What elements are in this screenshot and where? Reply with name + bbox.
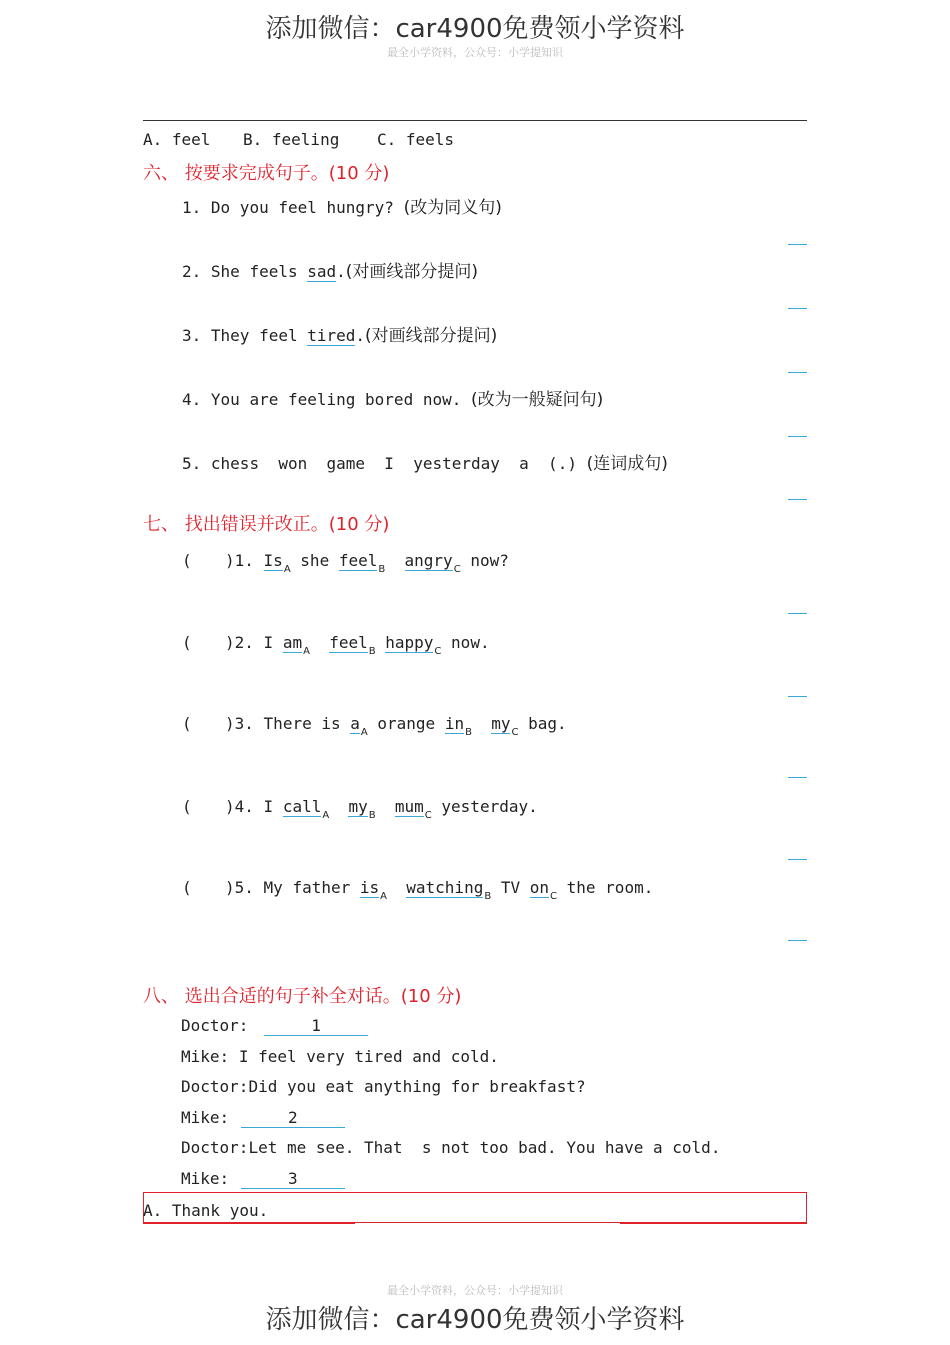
s7-item-1: )1. $Is_A$ she feel$_B$ angry$_C$ now? xyxy=(225,551,509,575)
s7-answer-line-2 xyxy=(788,696,807,697)
s6-answer-line-4 xyxy=(788,436,807,437)
footer-banner: 添加微信：car4900免费领小学资料 xyxy=(265,1305,685,1335)
option-a-underline xyxy=(143,1222,355,1224)
option-box-underline-right xyxy=(620,1222,807,1224)
footer-faint-text: 最全小学资料，公众号：小学提知识 xyxy=(387,1284,563,1297)
s7-answer-line-1 xyxy=(788,613,807,614)
section8-title: 八、 选出合适的句子补全对话。(10 分) xyxy=(143,986,462,1007)
section7-title: 七、 找出错误并改正。(10 分) xyxy=(143,514,390,535)
prev-option-c: C. feels xyxy=(377,130,455,149)
s7-item-5-paren: ( xyxy=(182,878,192,897)
s6-answer-line-5 xyxy=(788,499,807,500)
s6-answer-line-2 xyxy=(788,308,807,309)
dialog-blank-3: 3 xyxy=(241,1169,345,1189)
s7-item-3-paren: ( xyxy=(182,714,192,733)
dialog-line-5: Doctor:Let me see. That s not too bad. You have a cold. xyxy=(181,1138,721,1157)
s7-item-4-paren: ( xyxy=(182,797,192,816)
dialog-blank-1: 1 xyxy=(264,1016,368,1036)
dialog-line-4: Mike: 2 xyxy=(181,1108,345,1128)
s6-item-5: 5. chess won game I yesterday a (.) (连词成句) xyxy=(182,454,668,474)
section6-title: 六、 按要求完成句子。(10 分) xyxy=(143,163,390,184)
s7-item-1-paren: ( xyxy=(182,551,192,570)
dialog-line-1: Doctor: 1 xyxy=(181,1016,368,1036)
header-banner: 添加微信：car4900免费领小学资料 xyxy=(265,14,685,44)
s6-item-1: 1. Do you feel hungry? (改为同义句) xyxy=(182,198,502,218)
s6-answer-line-3 xyxy=(788,372,807,373)
s6-item-4: 4. You are feeling bored now. (改为一般疑问句) xyxy=(182,390,604,410)
s7-item-4: )4. I call$_A$ $my_B$ mum$_C$ yesterday. xyxy=(225,797,538,821)
s7-item-3: )3. There is $a_A$ orange $in_B$ $my_C$ bag. xyxy=(225,714,567,738)
prev-option-a: A. feel xyxy=(143,130,211,149)
header-rule xyxy=(143,120,807,121)
s6-item-2: 2. She feels sad.(对画线部分提问) xyxy=(182,262,479,282)
option-a: A. Thank you. xyxy=(143,1201,269,1220)
s7-answer-line-4 xyxy=(788,859,807,860)
s7-item-2: )2. I $am_A$ feel$_B$ happy$_C$ now. xyxy=(225,633,490,657)
dialog-blank-2: 2 xyxy=(241,1108,345,1128)
s7-item-5: )5. My father $is_A$ watching$_B$ TV $on_C$ the room. xyxy=(225,878,654,902)
s6-item-3: 3. They feel tired.(对画线部分提问) xyxy=(182,326,498,346)
header-faint-text: 最全小学资料，公众号：小学提知识 xyxy=(387,46,563,59)
s7-answer-line-5 xyxy=(788,940,807,941)
dialog-line-3: Doctor:Did you eat anything for breakfast? xyxy=(181,1077,586,1096)
s7-answer-line-3 xyxy=(788,777,807,778)
dialog-line-6: Mike: 3 xyxy=(181,1169,345,1189)
s7-item-2-paren: ( xyxy=(182,633,192,652)
s6-answer-line-1 xyxy=(788,244,807,245)
prev-option-b: B. feeling xyxy=(243,130,340,149)
dialog-line-2: Mike: I feel very tired and cold. xyxy=(181,1047,499,1066)
